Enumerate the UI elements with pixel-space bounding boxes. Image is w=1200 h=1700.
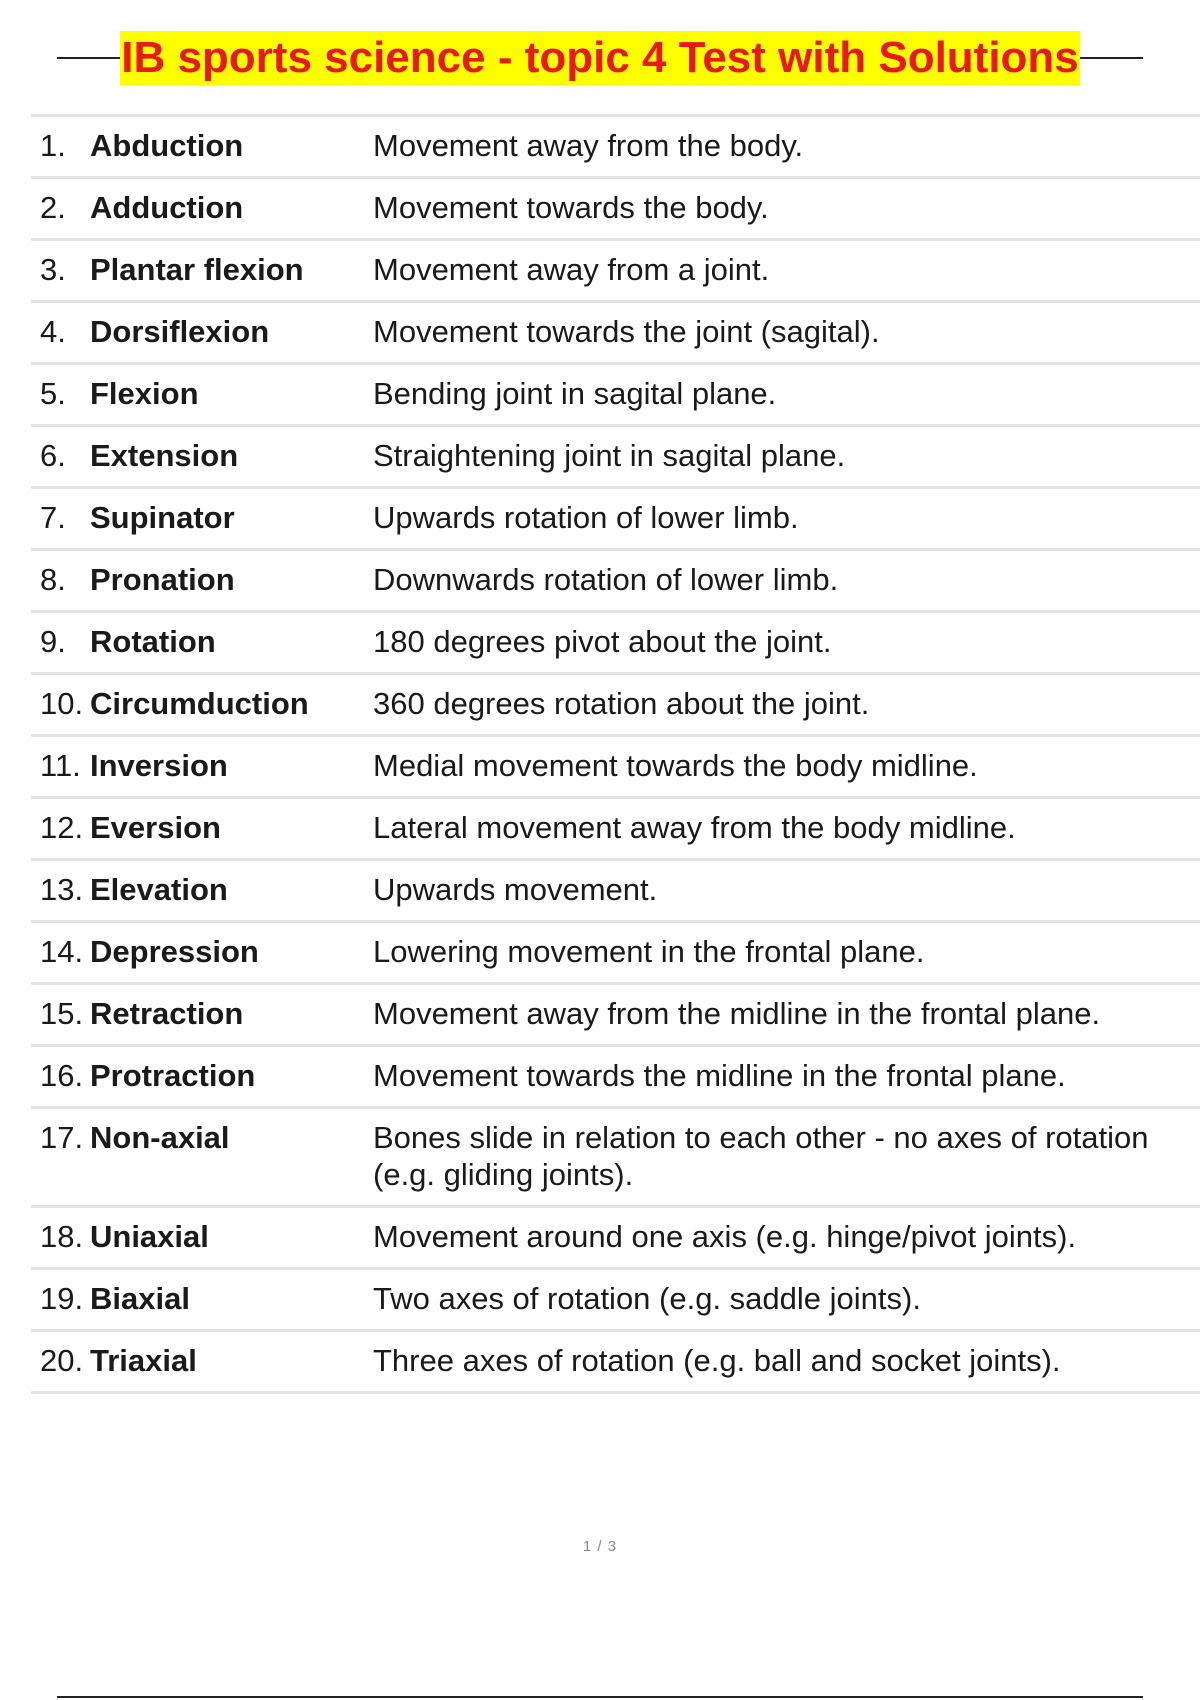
term-name: Retraction (90, 996, 244, 1031)
term-number: 7. (40, 500, 66, 535)
term-number: 16. (40, 1058, 84, 1093)
term-name: Non-axial (90, 1120, 230, 1155)
term-row (31, 486, 1200, 548)
term-row (31, 734, 1200, 796)
term-name: Uniaxial (90, 1219, 209, 1254)
term-row (31, 548, 1200, 610)
term-row (31, 362, 1200, 424)
term-number: 19. (40, 1281, 84, 1316)
term-definition: Downwards rotation of lower limb. (373, 562, 839, 597)
term-definition: Movement away from a joint. (373, 252, 770, 287)
term-row (31, 1044, 1200, 1106)
term-row (31, 858, 1200, 920)
term-row (31, 672, 1200, 734)
term-row (31, 1267, 1200, 1329)
term-name: Circumduction (90, 686, 309, 721)
term-name: Biaxial (90, 1281, 190, 1316)
term-definition: Upwards movement. (373, 872, 658, 907)
document-header (57, 30, 1143, 86)
term-number: 3. (40, 252, 66, 287)
term-number: 6. (40, 438, 66, 473)
term-definition: Medial movement towards the body midline. (373, 748, 978, 783)
term-definition: Lateral movement away from the body midline. (373, 810, 1016, 845)
term-number: 1. (40, 128, 66, 163)
term-name: Rotation (90, 624, 216, 659)
term-number: 13. (40, 872, 84, 907)
title-rule-right (1080, 57, 1143, 59)
term-definition: Movement towards the body. (373, 190, 769, 225)
term-number: 20. (40, 1343, 84, 1378)
term-row (31, 424, 1200, 486)
term-number: 11. (40, 748, 81, 783)
term-definition: Movement around one axis (e.g. hinge/pivot joints). (373, 1219, 1077, 1254)
title-rule-left (57, 57, 120, 59)
term-name: Plantar flexion (90, 252, 304, 287)
term-definition: Movement towards the joint (sagital). (373, 314, 880, 349)
term-number: 17. (40, 1120, 84, 1155)
terms-table (31, 114, 1200, 1394)
term-row (31, 300, 1200, 362)
term-row (31, 610, 1200, 672)
term-name: Dorsiflexion (90, 314, 270, 349)
term-definition: Three axes of rotation (e.g. ball and socket joints). (373, 1343, 1061, 1378)
term-definition: Lowering movement in the frontal plane. (373, 934, 925, 969)
term-name: Abduction (90, 128, 244, 163)
term-name: Triaxial (90, 1343, 197, 1378)
term-number: 15. (40, 996, 84, 1031)
term-definition: Movement towards the midline in the frontal plane. (373, 1058, 1066, 1093)
term-row (31, 238, 1200, 300)
term-name: Flexion (90, 376, 199, 411)
term-number: 4. (40, 314, 66, 349)
term-number: 12. (40, 810, 84, 845)
footer-rule (57, 1696, 1143, 1698)
term-number: 5. (40, 376, 66, 411)
term-row (31, 1205, 1200, 1267)
term-row (31, 982, 1200, 1044)
term-row (31, 1106, 1200, 1205)
term-definition: 180 degrees pivot about the joint. (373, 624, 832, 659)
term-number: 14. (40, 934, 84, 969)
term-name: Protraction (90, 1058, 256, 1093)
term-definition: Bones slide in relation to each other - no axes of rotation (e.g. gliding joints). (373, 1120, 1149, 1192)
term-name: Inversion (90, 748, 228, 783)
term-row (31, 1329, 1200, 1394)
term-name: Elevation (90, 872, 228, 907)
term-number: 18. (40, 1219, 84, 1254)
term-number: 10. (40, 686, 84, 721)
term-number: 9. (40, 624, 66, 659)
term-name: Supinator (90, 500, 235, 535)
term-name: Adduction (90, 190, 244, 225)
page-indicator: 1 / 3 (582, 1538, 618, 1555)
term-row (31, 796, 1200, 858)
term-name: Depression (90, 934, 259, 969)
term-definition: 360 degrees rotation about the joint. (373, 686, 870, 721)
term-name: Extension (90, 438, 239, 473)
term-row (31, 114, 1200, 176)
term-definition: Bending joint in sagital plane. (373, 376, 777, 411)
term-name: Eversion (90, 810, 221, 845)
term-definition: Straightening joint in sagital plane. (373, 438, 846, 473)
term-definition: Two axes of rotation (e.g. saddle joints). (373, 1281, 921, 1316)
term-definition: Upwards rotation of lower limb. (373, 500, 799, 535)
term-definition: Movement away from the midline in the frontal plane. (373, 996, 1101, 1031)
term-number: 2. (40, 190, 66, 225)
term-row (31, 920, 1200, 982)
term-name: Pronation (90, 562, 235, 597)
term-row (31, 176, 1200, 238)
term-definition: Movement away from the body. (373, 128, 804, 163)
document-title: IB sports science - topic 4 Test with Solutions (120, 31, 1080, 85)
term-number: 8. (40, 562, 66, 597)
